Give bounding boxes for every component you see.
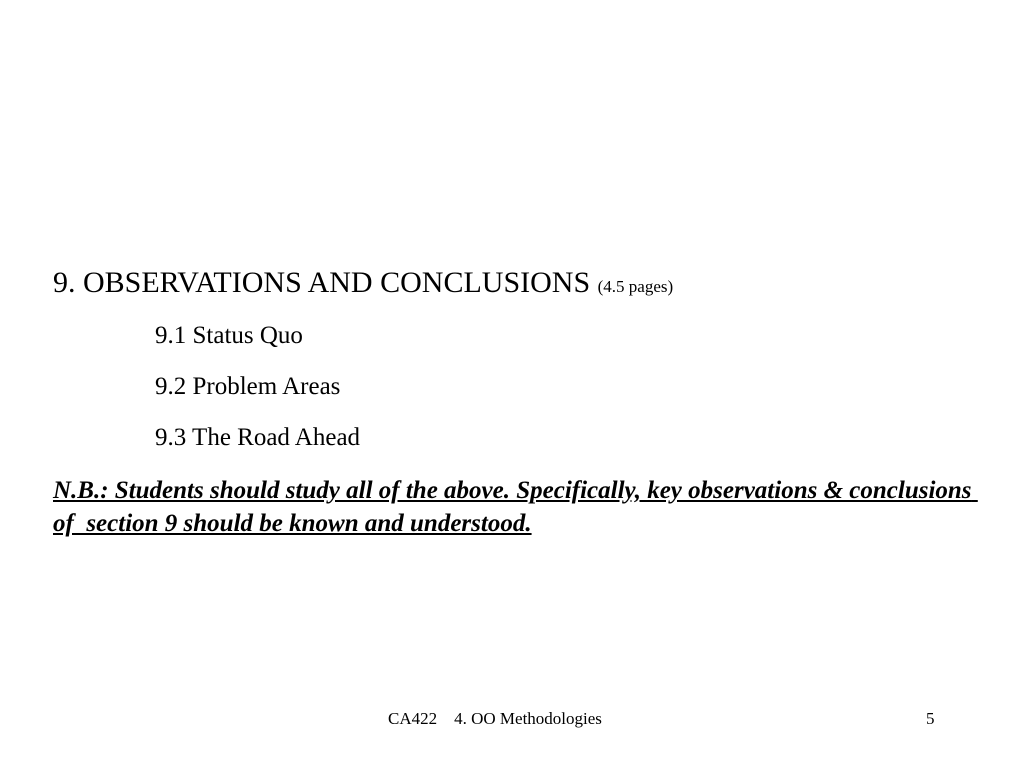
page-count: (4.5 pages): [597, 277, 674, 296]
footer-course-label: CA422 4. OO Methodologies: [388, 709, 602, 728]
subsection-road-ahead: 9.3 The Road Ahead: [155, 424, 361, 451]
footer-page-number: 5: [926, 709, 935, 728]
section-heading: [53, 263, 673, 307]
section-title: 9. OBSERVATIONS AND CONCLUSIONS: [53, 266, 591, 299]
subsection-status-quo: 9.1 Status Quo: [155, 322, 303, 349]
subsection-problem-areas: 9.2 Problem Areas: [155, 373, 341, 400]
study-note: N.B.: Students should study all of the above. Specifically, key observations & conclusions of section 9 should be known and understood.: [53, 477, 978, 537]
